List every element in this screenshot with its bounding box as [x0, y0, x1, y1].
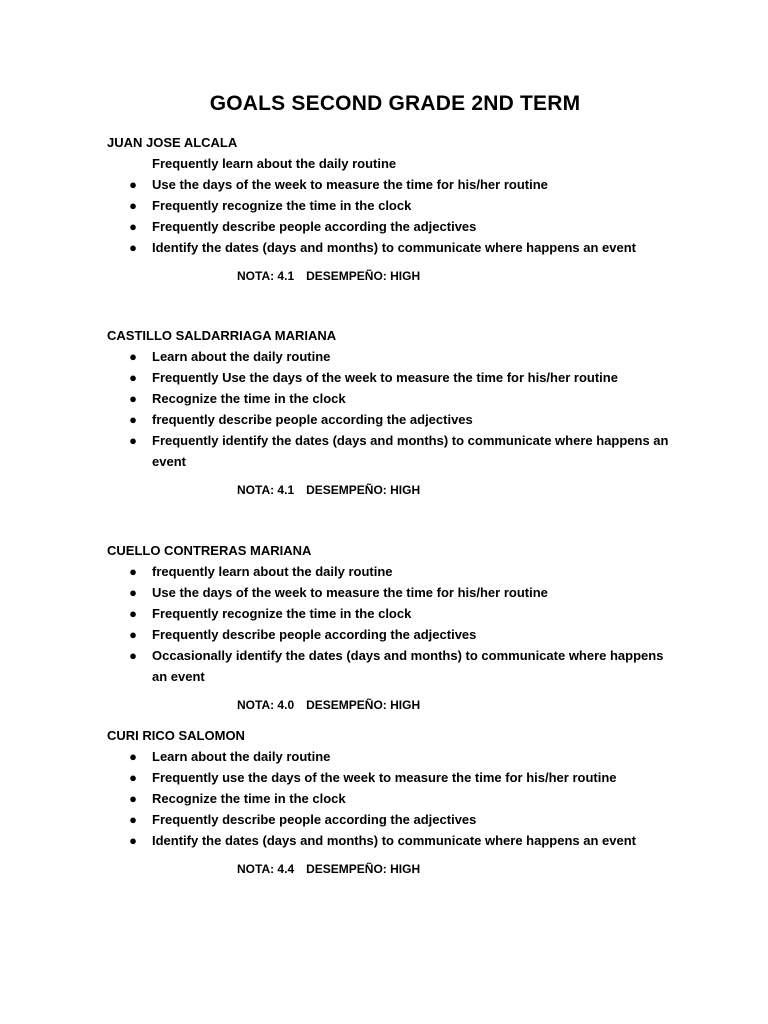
student-section-castillo: [107, 325, 687, 499]
bullet-icon: ●: [129, 770, 137, 785]
goal-item: ● Frequently describe people according the adjectives: [107, 809, 682, 830]
bullet-icon: ●: [129, 585, 137, 600]
desempeno-value: DESEMPEÑO: HIGH: [306, 483, 421, 497]
student-section-curi: [107, 725, 687, 878]
goal-list: [107, 561, 687, 687]
nota-value: NOTA: 4.1: [237, 269, 295, 283]
student-section-cuello: [107, 540, 687, 714]
goal-item: ● Identify the dates (days and months) to communicate where happens an event: [107, 830, 682, 851]
bullet-icon: ●: [129, 749, 137, 764]
nota-value: NOTA: 4.0: [237, 698, 295, 712]
goal-list: [107, 346, 687, 472]
bullet-icon: ●: [129, 627, 137, 642]
goal-item: ● Use the days of the week to measure the time for his/her routine: [107, 174, 682, 195]
grade-line: [107, 267, 687, 285]
desempeno-value: DESEMPEÑO: HIGH: [306, 698, 421, 712]
page-title: GOALS SECOND GRADE 2ND TERM: [209, 92, 581, 115]
bullet-icon: ●: [129, 606, 137, 621]
bullet-icon: ●: [129, 240, 137, 255]
student-name: CUELLO CONTRERAS MARIANA: [107, 543, 312, 558]
desempeno-value: DESEMPEÑO: HIGH: [306, 269, 421, 283]
goal-item: ● Frequently recognize the time in the clock: [107, 195, 682, 216]
goal-item: ● Frequently use the days of the week to measure the time for his/her routine: [107, 767, 682, 788]
goal-item: ● Frequently Use the days of the week to measure the time for his/her routine: [107, 367, 682, 388]
goal-item: Frequently learn about the daily routine: [152, 156, 397, 171]
nota-value: NOTA: 4.1: [237, 483, 295, 497]
bullet-icon: ●: [129, 791, 137, 806]
student-name: CURI RICO SALOMON: [107, 728, 245, 743]
grade-line: [107, 696, 687, 714]
goal-item: ● Frequently identify the dates (days and months) to communicate where happens an event: [107, 430, 682, 472]
bullet-icon: ●: [129, 198, 137, 213]
goal-item: ● Learn about the daily routine: [107, 746, 682, 767]
student-name: JUAN JOSE ALCALA: [107, 135, 238, 150]
bullet-icon: ●: [129, 412, 137, 427]
bullet-icon: ●: [129, 564, 137, 579]
bullet-icon: ●: [129, 219, 137, 234]
goal-list: [107, 153, 687, 258]
goal-list: [107, 746, 687, 851]
grade-line: [107, 481, 687, 499]
goal-item: ● Occasionally identify the dates (days and months) to communicate where happens an event: [107, 645, 682, 687]
bullet-icon: ●: [129, 370, 137, 385]
goal-item: ● Frequently recognize the time in the clock: [107, 603, 682, 624]
bullet-icon: ●: [129, 177, 137, 192]
goal-item: ● Recognize the time in the clock: [107, 788, 682, 809]
goal-item: ● Identify the dates (days and months) to communicate where happens an event: [107, 237, 682, 258]
bullet-icon: ●: [129, 833, 137, 848]
goal-item: ● frequently describe people according the adjectives: [107, 409, 682, 430]
desempeno-value: DESEMPEÑO: HIGH: [306, 862, 421, 876]
bullet-icon: ●: [129, 812, 137, 827]
grade-line: [107, 860, 687, 878]
goal-item: ● frequently learn about the daily routine: [107, 561, 682, 582]
bullet-icon: ●: [129, 349, 137, 364]
student-section-alcala: [107, 132, 687, 285]
bullet-icon: ●: [129, 391, 137, 406]
goal-item: ● Learn about the daily routine: [107, 346, 682, 367]
nota-value: NOTA: 4.4: [237, 862, 295, 876]
goal-item: ● Frequently describe people according the adjectives: [107, 216, 682, 237]
goal-item: ● Recognize the time in the clock: [107, 388, 682, 409]
student-name: CASTILLO SALDARRIAGA MARIANA: [107, 328, 337, 343]
bullet-icon: ●: [129, 433, 137, 448]
goal-item: ● Frequently describe people according the adjectives: [107, 624, 682, 645]
goal-item: ● Use the days of the week to measure the time for his/her routine: [107, 582, 682, 603]
bullet-icon: ●: [129, 648, 137, 663]
